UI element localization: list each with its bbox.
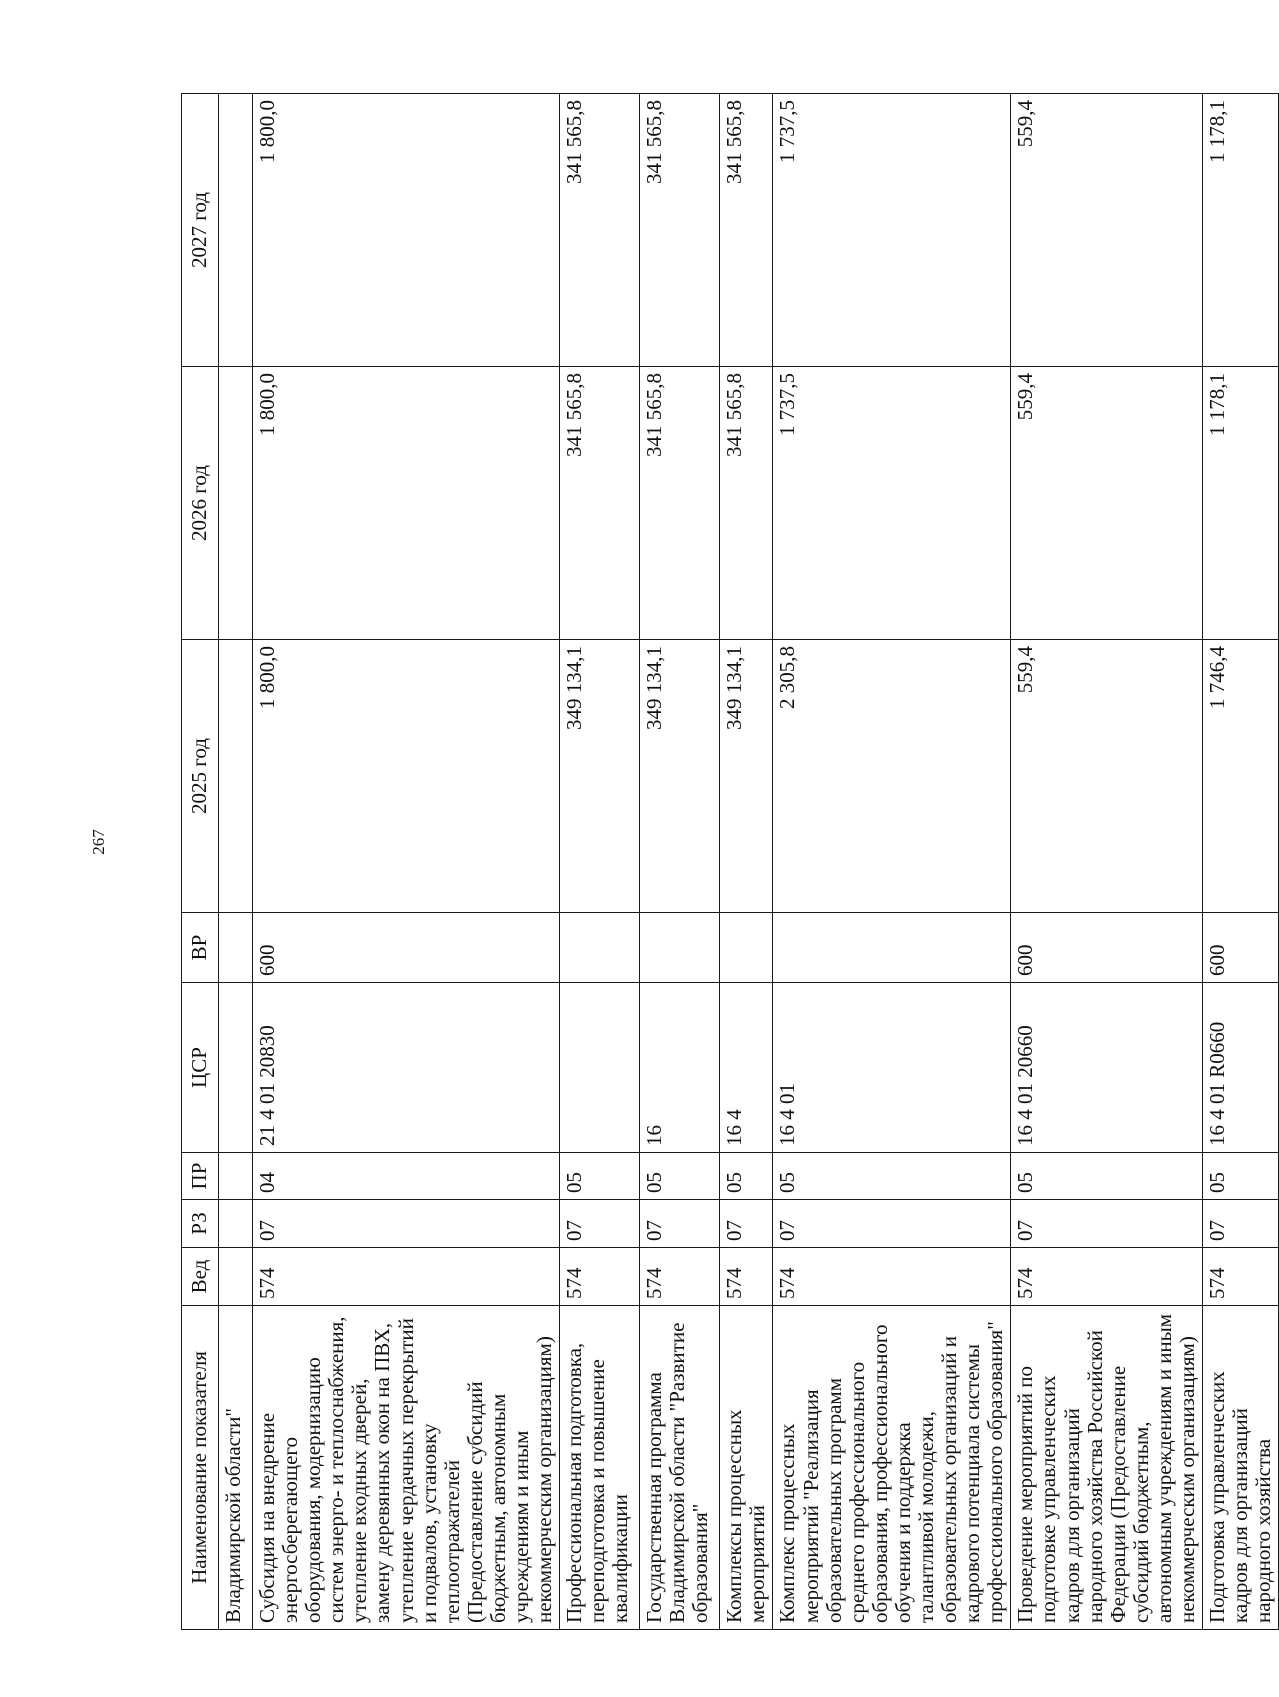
header-2026: 2026 год: [182, 367, 219, 640]
cell-2026: 1 178,1: [1203, 367, 1279, 640]
cell-pr: 05: [773, 1153, 1011, 1200]
table-row: [219, 94, 253, 1630]
cell-2026: 1 800,0: [253, 367, 560, 640]
cell-2027: 341 565,8: [560, 94, 640, 367]
cell-vr: [773, 913, 1011, 983]
table-row: [1203, 94, 1279, 1630]
cell-name: Комплексы процессных мероприятий: [720, 1306, 773, 1630]
cell-2027: 1 800,0: [253, 94, 560, 367]
cell-ved: 574: [253, 1248, 560, 1306]
cell-vr: [720, 913, 773, 983]
cell-csr: 16: [640, 983, 720, 1153]
cell-rz: 07: [560, 1200, 640, 1248]
cell-csr: 16 4 01 R0660: [1203, 983, 1279, 1153]
cell-ved: 574: [640, 1248, 720, 1306]
header-rz: РЗ: [182, 1200, 219, 1248]
cell-csr: [560, 983, 640, 1153]
cell-csr: 16 4 01: [773, 983, 1011, 1153]
cell-rz: [219, 1200, 253, 1248]
cell-rz: 07: [1011, 1200, 1203, 1248]
header-ved: Вед: [182, 1248, 219, 1306]
rotated-table-container: [181, 94, 1276, 1630]
header-pr: ПР: [182, 1153, 219, 1200]
cell-ved: [219, 1248, 253, 1306]
cell-vr: [640, 913, 720, 983]
cell-2026: 341 565,8: [560, 367, 640, 640]
cell-name: Государственная программа Владимирской области "Развитие образования": [640, 1306, 720, 1630]
header-2027: 2027 год: [182, 94, 219, 367]
cell-pr: 04: [253, 1153, 560, 1200]
cell-ved: 574: [1011, 1248, 1203, 1306]
cell-2025: 349 134,1: [640, 640, 720, 913]
cell-vr: [560, 913, 640, 983]
table-row: [1011, 94, 1203, 1630]
table-row: [253, 94, 560, 1630]
header-2025: 2025 год: [182, 640, 219, 913]
cell-2027: [219, 94, 253, 367]
table-header-row: [182, 94, 219, 1630]
cell-pr: 05: [1203, 1153, 1279, 1200]
cell-rz: 07: [720, 1200, 773, 1248]
cell-pr: 05: [1011, 1153, 1203, 1200]
cell-name: Подготовка управленческих кадров для организаций народного хозяйства: [1203, 1306, 1279, 1630]
cell-2025: [219, 640, 253, 913]
cell-name: Владимирской области": [219, 1306, 253, 1630]
cell-rz: 07: [773, 1200, 1011, 1248]
cell-2027: 341 565,8: [720, 94, 773, 367]
cell-2026: [219, 367, 253, 640]
cell-2027: 1 737,5: [773, 94, 1011, 367]
page-number: 267: [89, 829, 108, 855]
cell-vr: 600: [1203, 913, 1279, 983]
cell-2027: 559,4: [1011, 94, 1203, 367]
cell-ved: 574: [720, 1248, 773, 1306]
cell-pr: [219, 1153, 253, 1200]
table-row: [640, 94, 720, 1630]
cell-2027: 1 178,1: [1203, 94, 1279, 367]
table-row: [560, 94, 640, 1630]
cell-2025: 559,4: [1011, 640, 1203, 913]
cell-2025: 349 134,1: [720, 640, 773, 913]
table-row: [720, 94, 773, 1630]
cell-2025: 349 134,1: [560, 640, 640, 913]
cell-pr: 05: [640, 1153, 720, 1200]
table-row: [773, 94, 1011, 1630]
header-csr: ЦСР: [182, 983, 219, 1153]
cell-2026: 559,4: [1011, 367, 1203, 640]
cell-vr: [219, 913, 253, 983]
cell-2025: 2 305,8: [773, 640, 1011, 913]
cell-csr: 16 4: [720, 983, 773, 1153]
cell-csr: 21 4 01 20830: [253, 983, 560, 1153]
header-vr: ВР: [182, 913, 219, 983]
cell-pr: 05: [560, 1153, 640, 1200]
cell-2026: 1 737,5: [773, 367, 1011, 640]
cell-csr: [219, 983, 253, 1153]
header-name: Наименование показателя: [182, 1306, 219, 1630]
cell-2025: 1 800,0: [253, 640, 560, 913]
cell-2026: 341 565,8: [640, 367, 720, 640]
cell-vr: 600: [1011, 913, 1203, 983]
cell-name: Профессиональная подготовка, переподготовка и повышение квалификации: [560, 1306, 640, 1630]
budget-table: [181, 93, 1279, 1630]
cell-2027: 341 565,8: [640, 94, 720, 367]
cell-name: Комплекс процессных мероприятий "Реализация образовательных программ среднего профессионального образования, профессионального обучения и поддержка талантливой молодежи, образовательных организаций и кадрового потенциала системы профессионального образования": [773, 1306, 1011, 1630]
cell-2026: 341 565,8: [720, 367, 773, 640]
cell-ved: 574: [560, 1248, 640, 1306]
cell-rz: 07: [1203, 1200, 1279, 1248]
cell-ved: 574: [773, 1248, 1011, 1306]
cell-rz: 07: [640, 1200, 720, 1248]
cell-name: Субсидия на внедрение энергосберегающего оборудования, модернизацию систем энерго- и теплоснабжения, утепление входных дверей, замену деревянных окон на ПВХ, утепление чердачных перекрытий и подвалов, установку теплоотражателей (Предоставление субсидий бюджетным, автономным учреждениям и иным некоммерческим организациям): [253, 1306, 560, 1630]
cell-csr: 16 4 01 20660: [1011, 983, 1203, 1153]
cell-pr: 05: [720, 1153, 773, 1200]
cell-name: Проведение мероприятий по подготовке управленческих кадров для организаций народного хозяйства Российской Федерации (Предоставление субсидий бюджетным, автономным учреждениям и иным некоммерческим организациям): [1011, 1306, 1203, 1630]
cell-vr: 600: [253, 913, 560, 983]
cell-2025: 1 746,4: [1203, 640, 1279, 913]
cell-ved: 574: [1203, 1248, 1279, 1306]
cell-rz: 07: [253, 1200, 560, 1248]
